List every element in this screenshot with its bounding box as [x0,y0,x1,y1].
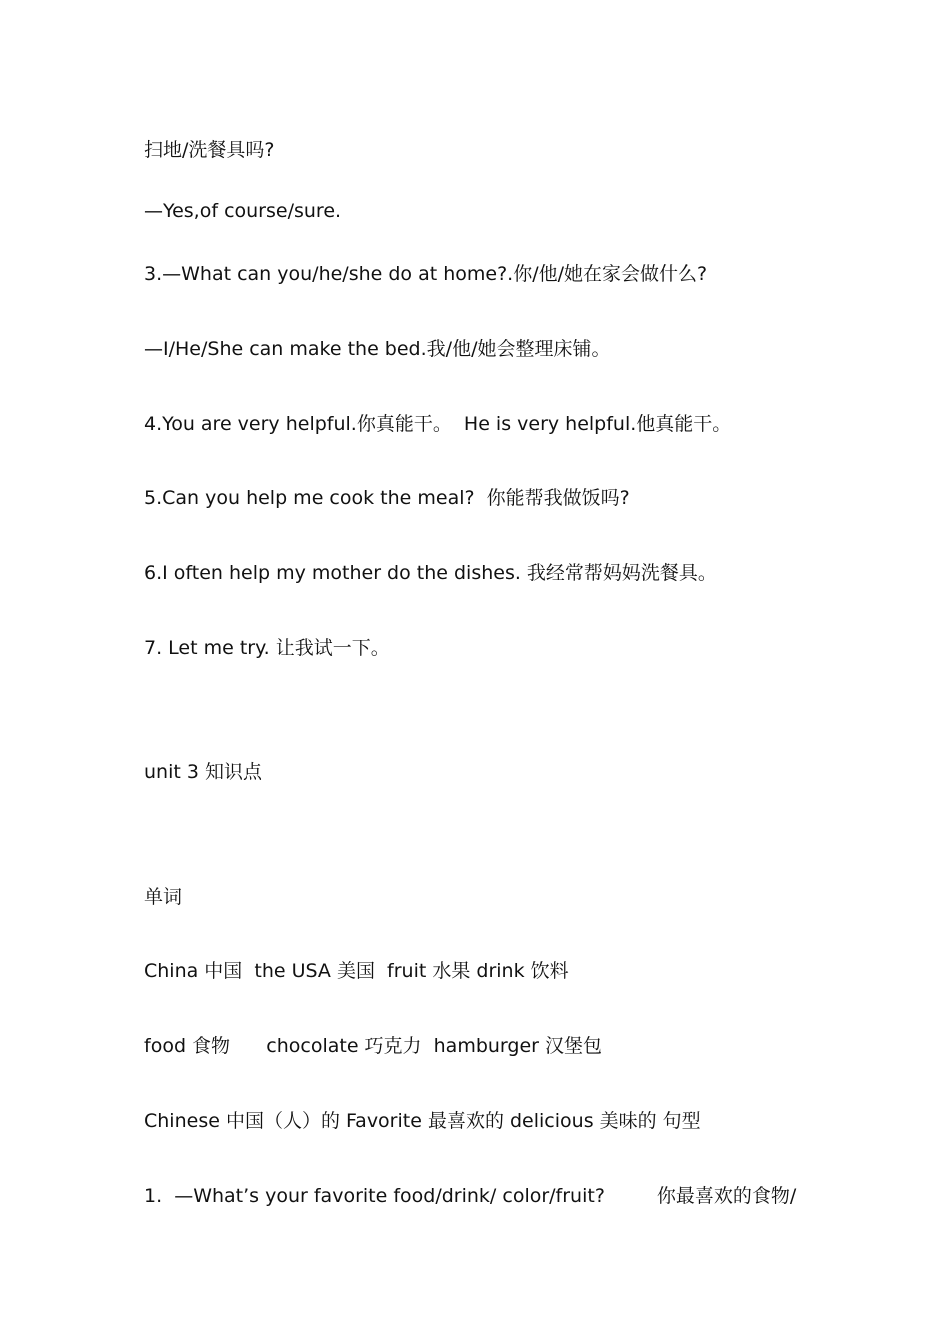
text-line: 扫地/洗餐具吗? [144,139,275,161]
text-line: 3.—What can you/he/she do at home?.你/他/她在家会做什么? [144,263,708,285]
text-line: 5.Can you help me cook the meal? 你能帮我做饭吗? [144,487,630,509]
sentence-pattern-line [144,1184,796,1208]
text-line: 6.I often help my mother do the dishes. 我经常帮妈妈洗餐具。 [144,562,717,584]
sentence-chinese: 你最喜欢的食物/ [656,1185,797,1207]
vocabulary-line: China 中国 the USA 美国 fruit 水果 drink 饮料 [144,960,569,982]
subsection-heading: 单词 [144,886,183,908]
vocabulary-line: food 食物 chocolate 巧克力 hamburger 汉堡包 [144,1035,603,1057]
text-line: 4.You are very helpful.你真能干。 He is very helpful.他真能干。 [144,413,732,435]
text-line: 7. Let me try. 让我试一下。 [144,637,390,659]
section-heading: unit 3 知识点 [144,761,262,783]
text-line: —I/He/She can make the bed.我/他/她会整理床铺。 [144,338,611,360]
vocabulary-line: Chinese 中国（人）的 Favorite 最喜欢的 delicious 美味的 句型 [144,1110,701,1132]
text-line: —Yes,of course/sure. [144,200,342,222]
sentence-english: 1. —What’s your favorite food/drink/ color/fruit? [144,1185,605,1207]
